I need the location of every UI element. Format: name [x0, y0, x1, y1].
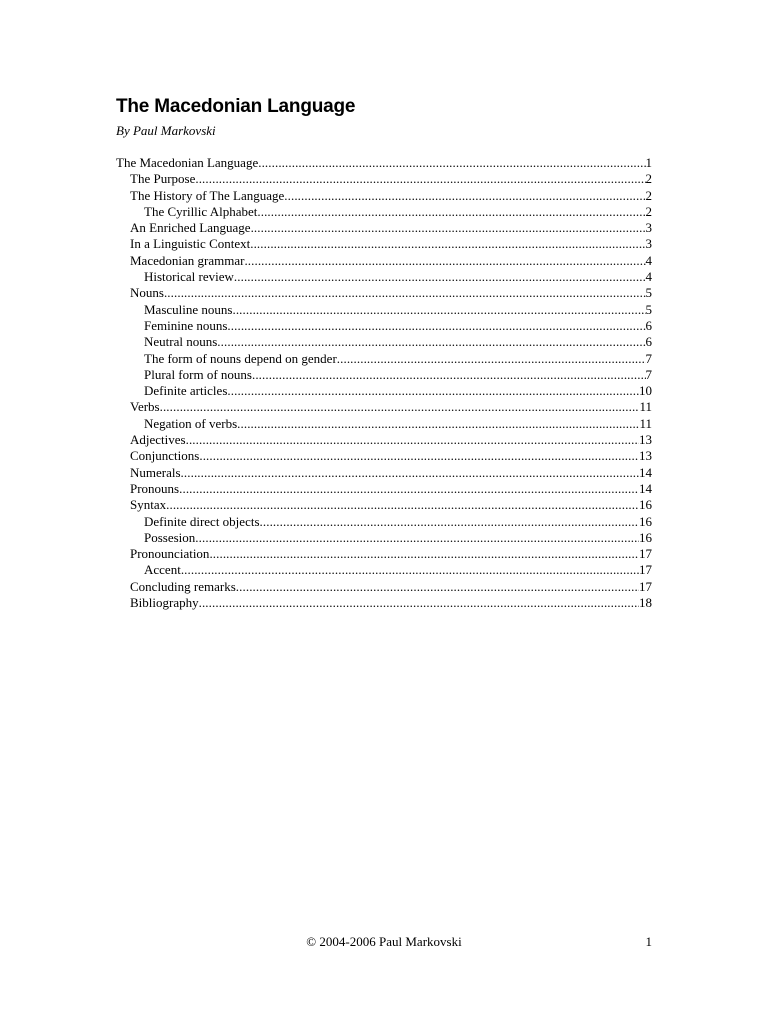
toc-entry[interactable] — [116, 448, 652, 464]
toc-entry-title: Macedonian grammar — [130, 252, 245, 268]
toc-entry[interactable] — [116, 595, 652, 611]
footer-copyright: © 2004-2006 Paul Markovski — [306, 934, 462, 949]
toc-entry-title: Concluding remarks — [130, 578, 236, 594]
toc-entry-title: The Purpose — [130, 171, 196, 187]
toc-entry[interactable] — [116, 562, 652, 578]
toc-entry-title: Possesion — [144, 529, 196, 545]
toc-entry-title: Neutral nouns — [144, 334, 218, 350]
toc-dot-leader — [217, 334, 645, 350]
toc-entry-page: 14 — [639, 464, 652, 480]
toc-entry-title: The Cyrillic Alphabet — [144, 203, 258, 219]
toc-entry-page: 18 — [639, 595, 652, 611]
toc-dot-leader — [227, 318, 645, 334]
toc-entry-page: 2 — [645, 203, 652, 219]
toc-entry[interactable] — [116, 497, 652, 513]
toc-dot-leader — [250, 236, 645, 252]
toc-dot-leader — [160, 399, 640, 415]
toc-entry[interactable] — [116, 530, 652, 546]
toc-entry-title: Accent — [144, 562, 181, 578]
toc-entry[interactable] — [116, 220, 652, 236]
toc-entry-page: 5 — [645, 285, 652, 301]
toc-dot-leader — [181, 562, 639, 578]
toc-dot-leader — [251, 220, 646, 236]
toc-entry-page: 14 — [639, 480, 652, 496]
toc-entry-title: Syntax — [130, 497, 167, 513]
toc-entry[interactable] — [116, 204, 652, 220]
toc-entry-page: 2 — [645, 187, 652, 203]
toc-entry[interactable] — [116, 236, 652, 252]
toc-entry[interactable] — [116, 285, 652, 301]
toc-dot-leader — [337, 351, 646, 367]
toc-dot-leader — [199, 448, 639, 464]
toc-dot-leader — [186, 432, 639, 448]
toc-entry-page: 11 — [639, 399, 652, 415]
toc-dot-leader — [284, 188, 645, 204]
toc-entry[interactable] — [116, 579, 652, 595]
toc-entry-title: Plural form of nouns — [144, 366, 252, 382]
toc-entry-title: Pronounciation — [130, 546, 210, 562]
toc-entry[interactable] — [116, 302, 652, 318]
toc-entry-page: 7 — [645, 350, 652, 366]
toc-entry-title: Conjunctions — [130, 448, 200, 464]
toc-dot-leader — [195, 530, 639, 546]
toc-dot-leader — [244, 253, 645, 269]
document-title: The Macedonian Language — [116, 96, 356, 117]
toc-dot-leader — [209, 546, 639, 562]
toc-entry[interactable] — [116, 465, 652, 481]
toc-dot-leader — [260, 514, 639, 530]
toc-entry-title: Adjectives — [130, 432, 186, 448]
toc-entry[interactable] — [116, 432, 652, 448]
toc-dot-leader — [232, 302, 645, 318]
toc-entry-title: Masculine nouns — [144, 301, 233, 317]
toc-entry-page: 17 — [639, 546, 652, 562]
document-author: By Paul Markovski — [116, 123, 216, 138]
toc-entry[interactable] — [116, 399, 652, 415]
toc-entry-title: The Macedonian Language — [116, 155, 259, 170]
toc-dot-leader — [166, 497, 639, 513]
toc-entry[interactable] — [116, 188, 652, 204]
toc-entry[interactable] — [116, 269, 652, 285]
toc-entry-title: The form of nouns depend on gender — [144, 350, 337, 366]
toc-entry-page: 16 — [639, 529, 652, 545]
toc-entry[interactable] — [116, 514, 652, 530]
toc-dot-leader — [164, 285, 646, 301]
toc-entry-title: Numerals — [130, 464, 181, 480]
toc-entry-title: Bibliography — [130, 595, 199, 611]
toc-dot-leader — [234, 269, 646, 285]
toc-entry[interactable] — [116, 481, 652, 497]
toc-entry[interactable] — [116, 383, 652, 399]
toc-dot-leader — [179, 481, 639, 497]
toc-entry[interactable] — [116, 253, 652, 269]
toc-entry-title: Historical review — [144, 269, 234, 285]
toc-dot-leader — [237, 416, 639, 432]
toc-entry[interactable] — [116, 171, 652, 187]
table-of-contents — [116, 155, 652, 611]
toc-entry-title: Feminine nouns — [144, 317, 228, 333]
toc-entry-page: 1 — [645, 155, 652, 170]
toc-entry-page: 2 — [645, 171, 652, 187]
toc-dot-leader — [199, 595, 639, 611]
toc-dot-leader — [236, 579, 639, 595]
toc-entry-page: 17 — [639, 578, 652, 594]
toc-entry-page: 3 — [645, 220, 652, 236]
toc-entry-page: 4 — [645, 252, 652, 268]
toc-entry-title: An Enriched Language — [130, 220, 251, 236]
toc-entry-page: 4 — [645, 269, 652, 285]
toc-entry[interactable] — [116, 318, 652, 334]
toc-entry-page: 3 — [645, 236, 652, 252]
toc-entry-page: 5 — [645, 301, 652, 317]
toc-entry-title: The History of The Language — [130, 187, 285, 203]
toc-entry-page: 7 — [645, 366, 652, 382]
toc-entry-page: 10 — [639, 383, 652, 399]
toc-entry-page: 11 — [639, 415, 652, 431]
toc-dot-leader — [227, 383, 639, 399]
toc-entry[interactable] — [116, 416, 652, 432]
toc-entry-page: 17 — [639, 562, 652, 578]
toc-entry-page: 16 — [639, 497, 652, 513]
toc-entry-title: Nouns — [130, 285, 164, 301]
toc-entry-page: 6 — [645, 317, 652, 333]
toc-entry[interactable] — [116, 155, 652, 171]
toc-entry-page: 16 — [639, 513, 652, 529]
toc-entry-title: Definite direct objects — [144, 513, 260, 529]
toc-dot-leader — [252, 367, 646, 383]
toc-entry-title: Verbs — [130, 399, 160, 415]
toc-entry-title: Definite articles — [144, 383, 228, 399]
toc-entry-page: 6 — [645, 334, 652, 350]
toc-entry[interactable] — [116, 367, 652, 383]
toc-entry-page: 13 — [639, 432, 652, 448]
toc-entry[interactable] — [116, 334, 652, 350]
toc-dot-leader — [258, 155, 645, 171]
toc-entry-title: Negation of verbs — [144, 415, 238, 431]
toc-entry[interactable] — [116, 546, 652, 562]
toc-entry-title: Pronouns — [130, 480, 180, 496]
toc-dot-leader — [257, 204, 645, 220]
toc-entry-page: 13 — [639, 448, 652, 464]
toc-entry-title: In a Linguistic Context — [130, 236, 251, 252]
toc-dot-leader — [195, 171, 645, 187]
footer-page-number: 1 — [645, 934, 652, 949]
toc-entry[interactable] — [116, 351, 652, 367]
toc-dot-leader — [181, 465, 639, 481]
